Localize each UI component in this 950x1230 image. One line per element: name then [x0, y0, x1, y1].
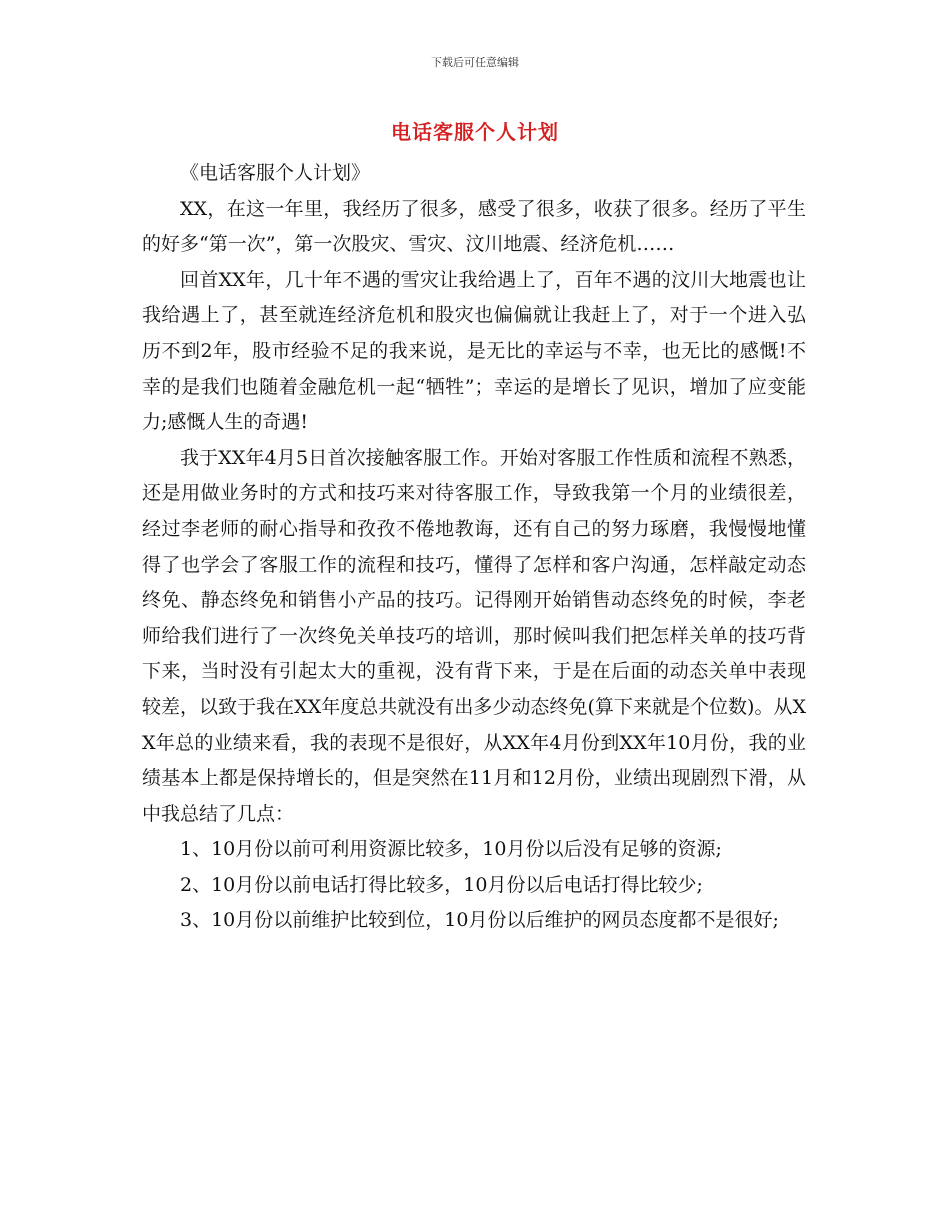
paragraph-review: 回首XX年，几十年不遇的雪灾让我给遇上了，百年不遇的汶川大地震也让我给遇上了，甚至就连经济危机和股灾也偏偏就让我赶上了，对于一个进入弘历不到2年，股市经验不足的我来说，是无比的幸运与不幸，也无比的感慨!不幸的是我们也随着金融危机一起“牺牲”；幸运的是增长了见识，增加了应变能力;感慨人生的奇遇!: [142, 268, 806, 434]
document-body: [142, 156, 806, 939]
list-item-point-3: 3、10月份以前维护比较到位，10月份以后维护的网员态度都不是很好;: [180, 909, 779, 932]
paragraph-intro: XX，在这一年里，我经历了很多，感受了很多，收获了很多。经历了平生的好多“第一次”，第一次股灾、雪灾、汶川地震、经济危机……: [142, 197, 806, 256]
page-header-note: 下载后可任意编辑: [431, 56, 519, 69]
document-title: 电话客服个人计划: [391, 120, 559, 144]
list-item-point-1: 1、10月份以前可利用资源比较多，10月份以后没有足够的资源;: [180, 838, 722, 861]
paragraph-doc-name: 《电话客服个人计划》: [180, 162, 371, 184]
paragraph-work-history: 我于XX年4月5日首次接触客服工作。开始对客服工作性质和流程不熟悉，还是用做业务时的方式和技巧来对待客服工作，导致我第一个月的业绩很差，经过李老师的耐心指导和孜孜不倦地教诲，还有自己的努力琢磨，我慢慢地懂得了也学会了客服工作的流程和技巧，懂得了怎样和客户沟通，怎样敲定动态终免、静态终免和销售小产品的技巧。记得刚开始销售动态终免的时候，李老师给我们进行了一次终免关单技巧的培训，那时候叫我们把怎样关单的技巧背下来，当时没有引起太大的重视，没有背下来，于是在后面的动态关单中表现较差，以致于我在XX年度总共就没有出多少动态终免(算下来就是个位数)。从XX年总的业绩来看，我的表现不是很好，从XX年4月份到XX年10月份，我的业绩基本上都是保持增长的，但是突然在11月和12月份，业绩出现剧烈下滑，从中我总结了几点：: [142, 446, 806, 825]
list-item-point-2: 2、10月份以前电话打得比较多，10月份以后电话打得比较少;: [180, 873, 703, 896]
